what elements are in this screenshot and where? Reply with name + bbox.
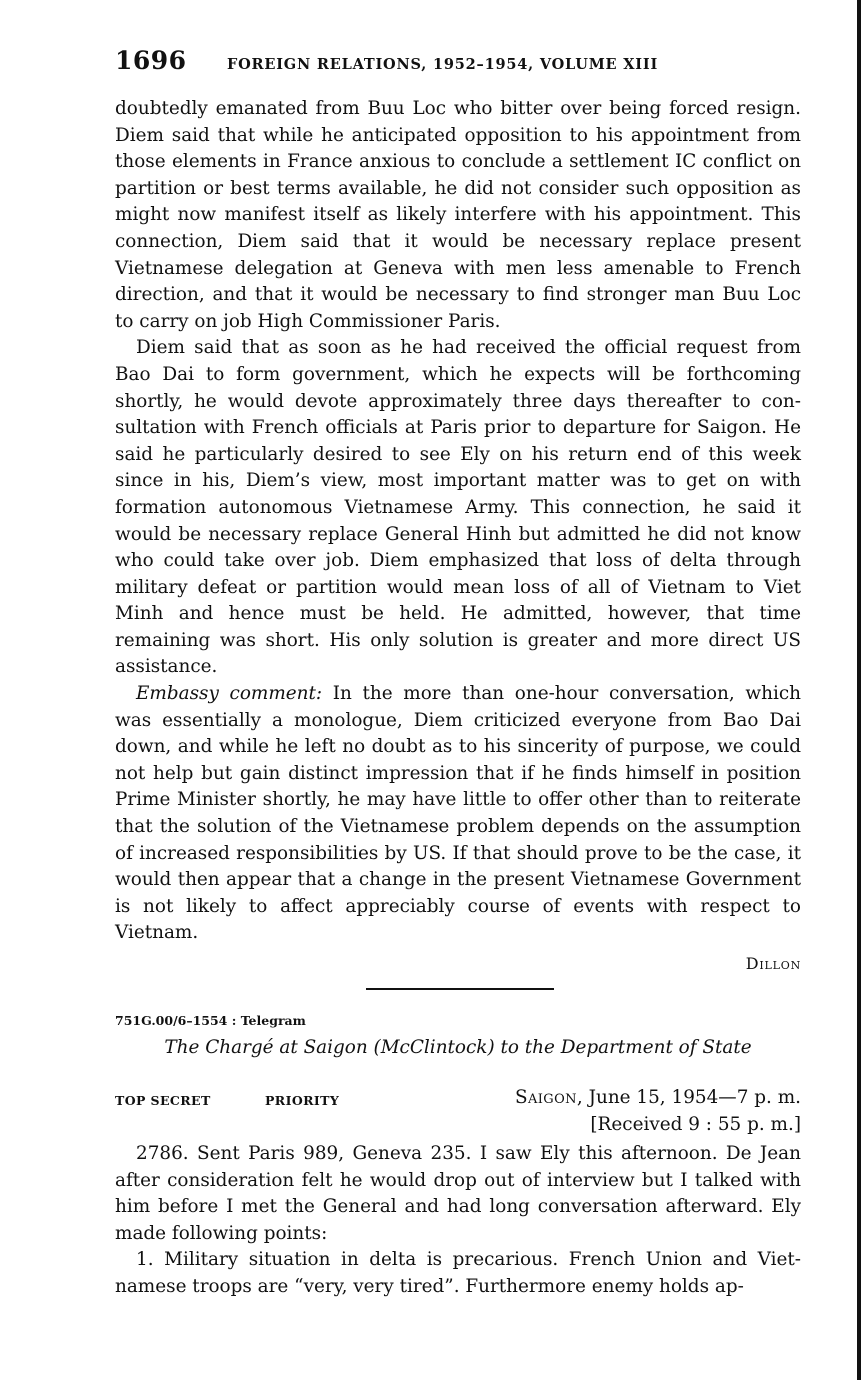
running-head: FOREIGN RELATIONS, 1952–1954, VOLUME XIII [227,56,659,73]
page-header [115,46,805,82]
telegram-body [115,1141,801,1301]
page-edge-border [857,0,861,1380]
embassy-comment-paragraph [115,681,801,947]
dateline-date: , June 15, 1954—7 p. m. [576,1087,801,1108]
classification-label: TOP SECRET [115,1093,211,1108]
embassy-comment-text: In the more than one-hour conversation, which was essentially a monologue, Diem criticized everyone from Bao Dai down, and while he left no doubt as to his sincerity of purpose, we could not help but gain distinct impression that if he finds himself in position Prime Minister shortly, he may have little to offer other than to reiterate that the solution of the Vietnamese problem depends on the assumption of increased responsibilities by US. If that should prove to be the case, it would then appear that a change in the present Vietnamese Government is not likely to affect appreciably course of events with respect to Vietnam. [115,683,801,944]
paragraph-continued: doubtedly emanated from Buu Loc who bitter over being forced resign. Diem said that while he anticipated opposition to his appointment from those elements in France anxious to conclude a settlement IC conflict on partition or best terms available, he did not consider such opposition as might now manifest itself as likely interfere with his appointment. This connection, Diem said that it would be necessary replace present Vietnamese delegation at Geneva with men less amenable to French direction, and that it would be necessary to find stronger man Buu Loc to carry on job High Commissioner Paris. [115,98,801,332]
paragraph: 2786. Sent Paris 989, Geneva 235. I saw Ely this afternoon. De Jean after consideration felt he would drop out of interview but I talked with him before I met the General and had long conversation afterward. Ely made following points: [115,1143,801,1244]
paragraph: 1. Military situation in delta is precarious. French Union and Vietnamese troops are “very, very tired”. Furthermore enemy holds ap- [115,1249,801,1297]
section-divider [366,988,554,990]
signature: Dillon [745,954,801,973]
document-title: The Chargé at Saigon (McClintock) to the Department of State [164,1037,752,1058]
dateline-place-date [515,1084,801,1111]
precedence-label: PRIORITY [265,1093,340,1108]
received-note: [Received 9 : 55 p. m.] [590,1114,801,1135]
paragraph: Diem said that as soon as he had received the official request from Bao Dai to form government, which he expects will be forthcoming shortly, he would devote approximately three days thereafter to consultation with French officials at Paris prior to departure for Saigon. He said he particularly desired to see Ely on his return end of this week since in his, Diem’s view, most important matter was to get on with formation autonomous Vietnamese Army. This connection, he said it would be necessary replace General Hinh but admitted he did not know who could take over job. Diem emphasized that loss of delta through military defeat or partition would mean loss of all of Vietnam to Viet Minh and hence must be held. He admitted, however, that time remaining was short. His only solution is greater and more direct US assistance. [115,337,801,678]
dispatch-body [115,96,801,947]
embassy-comment-label: Embassy comment: [136,683,323,705]
dateline-place: Saigon [514,1087,577,1108]
file-reference: 751G.00/6–1554 : Telegram [115,1013,306,1028]
dateline [515,1084,801,1138]
page-number: 1696 [115,46,187,75]
